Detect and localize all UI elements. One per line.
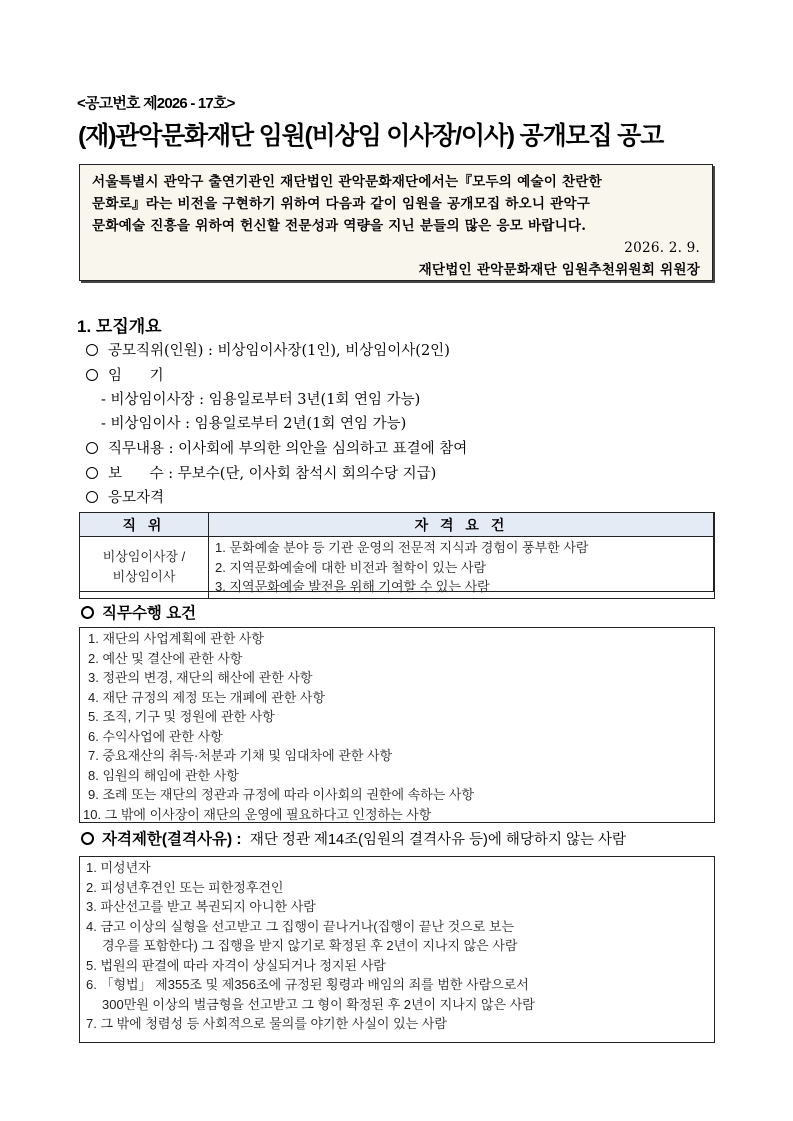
- section-heading-overview: 1. 모집개요: [77, 317, 162, 336]
- section-heading-disqualification: 자격제한(결격사유) : 재단 정관 제14조(임원의 결격사유 등)에 해당하지 않는 사람: [81, 827, 626, 849]
- disqualification-item: 7. 그 밖에 청렴성 등 사회적으로 물의를 야기한 사실이 있는 사람: [86, 1016, 447, 1031]
- overview-item: 임 기: [86, 364, 164, 385]
- duty-item: 10. 그 밖에 이사장이 재단의 운영에 필요하다고 인정하는 사항: [83, 806, 432, 822]
- notice-date: 2026. 2. 9.: [624, 240, 700, 256]
- section-heading-duties: 직무수행 요건: [81, 601, 196, 623]
- overview-item: 직무내용 : 이사회에 부의한 의안을 심의하고 표결에 참여: [86, 437, 467, 458]
- disqualification-subtext: 재단 정관 제14조(임원의 결격사유 등)에 해당하지 않는 사람: [249, 832, 627, 848]
- disqualification-item: 4. 금고 이상의 실형을 선고받고 그 집행이 끝나거나(집행이 끝난 것으로 보는: [86, 918, 515, 934]
- disqualification-box: [79, 856, 715, 1043]
- overview-item: 응모자격: [86, 486, 164, 507]
- circle-bullet-icon: [86, 369, 98, 381]
- disqualification-item: 6. 「형법」 제355조 및 제356조에 규정된 횡령과 배임의 죄를 범한 사람으로서: [86, 977, 529, 992]
- notice-box: [79, 164, 713, 281]
- notice-line: 문화로』라는 비전을 구현하기 위하여 다음과 같이 임원을 공개모집 하오니 관악구: [92, 196, 591, 212]
- disqualification-item: 2. 피성년후견인 또는 피한정후견인: [86, 879, 284, 895]
- column-header-requirements: 자 격 요 건: [209, 513, 715, 537]
- table-row: [80, 537, 715, 599]
- notice-signer: 재단법인 관악문화재단 임원추천위원회 위원장: [418, 262, 700, 278]
- circle-bullet-icon: [86, 442, 98, 454]
- notice-line: 서울특별시 관악구 출연기관인 재단법인 관악문화재단에서는『모두의 예술이 찬란한: [92, 174, 602, 190]
- disqualification-item-continued: 300만원 이상의 벌금형을 선고받고 그 형이 확정된 후 2년이 지나지 않은 사람: [102, 996, 535, 1012]
- duties-box: [79, 627, 715, 823]
- notice-line: 문화예술 진흥을 위하여 헌신할 전문성과 역량을 지닌 분들의 많은 응모 바랍니다.: [92, 218, 587, 234]
- circle-bullet-icon: [81, 832, 94, 845]
- disqualification-item-continued: 경우를 포함한다) 그 집행을 받지 않기로 확정된 후 2년이 지나지 않은 사람: [102, 938, 518, 953]
- duty-item: 1. 재단의 사업계획에 관한 사항: [88, 631, 264, 646]
- disqualification-item: 3. 파산선고를 받고 복권되지 아니한 사람: [86, 899, 316, 914]
- table-header-row: [80, 513, 715, 537]
- qualification-table: [79, 512, 715, 599]
- requirement-item: 3. 지역문화예술 발전을 위해 기여할 수 있는 사람: [215, 579, 490, 594]
- overview-subitem: - 비상임이사 : 임용일로부터 2년(1회 연임 가능): [101, 416, 407, 432]
- announcement-number: <공고번호 제2026 - 17호>: [77, 95, 235, 112]
- duty-item: 9. 조례 또는 재단의 정관과 규정에 따라 이사회의 권한에 속하는 사항: [88, 787, 475, 802]
- duty-item: 8. 임원의 해임에 관한 사항: [88, 767, 239, 783]
- duty-item: 7. 중요재산의 취득·처분과 기채 및 임대차에 관한 사항: [88, 748, 393, 763]
- overview-subitem: - 비상임이사장 : 임용일로부터 3년(1회 연임 가능): [101, 392, 421, 408]
- duty-item: 5. 조직, 기구 및 정원에 관한 사항: [88, 709, 275, 724]
- duty-item: 3. 정관의 변경, 재단의 해산에 관한 사항: [88, 670, 313, 685]
- duty-item: 4. 재단 규정의 제정 또는 개폐에 관한 사항: [88, 689, 326, 705]
- column-header-position: 직 위: [80, 513, 209, 537]
- duty-item: 2. 예산 및 결산에 관한 사항: [88, 650, 243, 666]
- requirement-item: 2. 지역문화예술에 대한 비전과 철학이 있는 사람: [215, 559, 487, 575]
- circle-bullet-icon: [86, 491, 98, 503]
- disqualification-item: 1. 미성년자: [86, 860, 151, 875]
- requirements-cell: [209, 537, 715, 599]
- page-title: (재)관악문화재단 임원(비상임 이사장/이사) 공개모집 공고: [78, 122, 664, 150]
- overview-item: 공모직위(인원) : 비상임이사장(1인), 비상임이사(2인): [86, 339, 450, 360]
- circle-bullet-icon: [81, 606, 94, 619]
- requirement-item: 1. 문화예술 분야 등 기관 운영의 전문적 지식과 경험이 풍부한 사람: [215, 540, 589, 555]
- position-cell: 비상임이사장 / 비상임이사: [80, 537, 209, 599]
- disqualification-item: 5. 법원의 판결에 따라 자격이 상실되거나 정지된 사람: [86, 957, 386, 973]
- circle-bullet-icon: [86, 467, 98, 479]
- circle-bullet-icon: [86, 344, 98, 356]
- overview-item: 보 수 : 무보수(단, 이사회 참석시 회의수당 지급): [86, 462, 436, 483]
- duty-item: 6. 수익사업에 관한 사항: [88, 728, 223, 744]
